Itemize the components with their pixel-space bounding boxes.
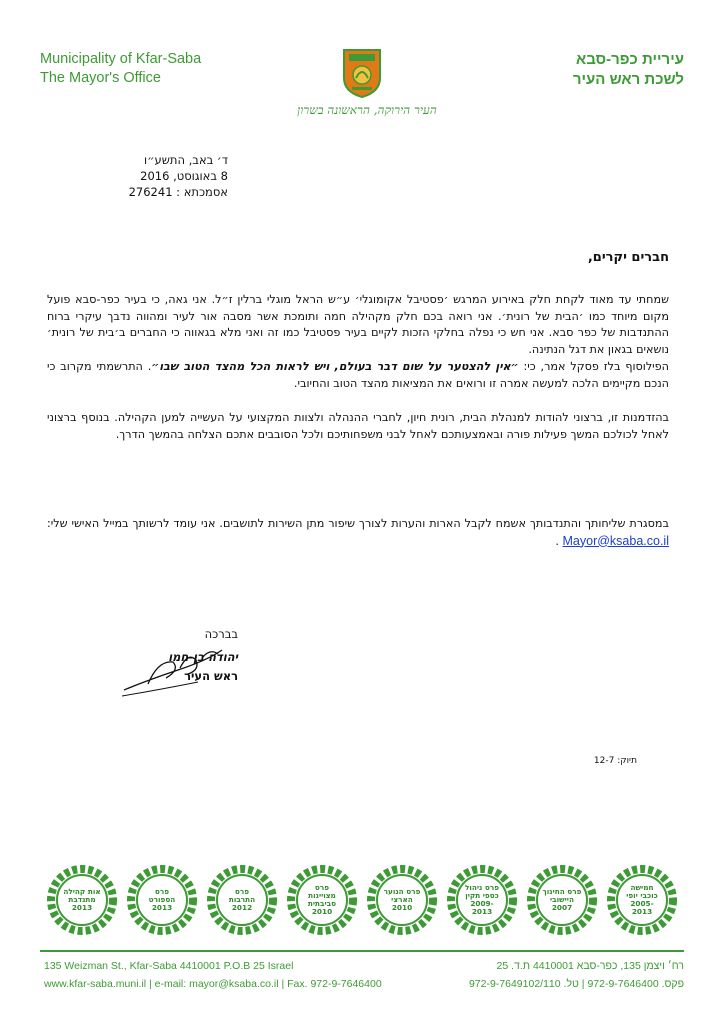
award-label: פרס הנוער הארצי 2010	[380, 878, 424, 922]
award-badge	[526, 864, 598, 936]
paragraph-4	[47, 516, 669, 550]
signatory-title: ראש העיר	[184, 669, 238, 683]
date-block	[129, 152, 228, 200]
file-reference: תיוק: 12-7	[593, 756, 637, 766]
paragraph-1: שמחתי עד מאוד לקחת חלק באירוע המרגש ׳פסטיבל אקומוגלי׳ ע״ש הראל מוגלי ברלין ז״ל. אני גאה, כי בעיר כפר-סבא פועל מקום מיוחד כמו ׳הבית של רונית׳. אני רואה בכם חלק מקהילה חמה ותומכת אשר מסבה אור לעיר ומהווה נדבך עיקרי ברוח ההתנדבות של כפר סבא. אני חש כי נפלה בחלקי הזכות לקיים בעיר פסטיבל כמו זה ואני מלא בגאווה כי החברים ב׳בית של רונית׳ נושאים בגאון את דגל הנתינה.	[47, 293, 669, 356]
english-letterhead	[40, 50, 201, 88]
signature-block	[168, 627, 238, 684]
gregorian-date: 8 באוגוסט, 2016	[140, 169, 228, 183]
paragraph-2-prefix: הפילוסוף בלז פסקל אמר, כי:	[518, 360, 669, 373]
contact-he: פקס. 972-9-7646400 | טל. 972-9-7649102/110	[468, 978, 684, 990]
award-label: פרס החינוך היישובי 2007	[540, 878, 584, 922]
award-label: פרס ניהול כספי תקין 2009-2013	[460, 878, 504, 922]
closing: בברכה	[204, 627, 238, 641]
paragraph-4-text: במסגרת שליחותך והתנדבותך אשמח לקבל הארות והערות לצורך שיפור מתן השירות לתושבים. אני עומד לרשותך במייל האישי שלי:	[47, 517, 669, 530]
paragraph-4-end: .	[555, 534, 563, 548]
hebrew-letterhead	[573, 50, 684, 90]
awards-row	[46, 864, 678, 944]
award-badge	[286, 864, 358, 936]
paragraph-3: בהזדמנות זו, ברצוני להודות למנהלת הבית, רונית חיון, לחברי ההנהלה ולצוות המקצועי על העשייה למען הקהילה. בנוסף ברצוני לאחל לכולכם המשך פעילות פורה ובאמצעותכם לאחל לבני משפחותיכם ולכל הסובבים אתכם הצלחה בהמשך הדרך.	[47, 411, 669, 441]
paragraph-2-suffix: . התרשמתי מקרוב כי הנכם מקיימים הלכה למעשה אמרה זו ורואים את המציאות מהצד הטוב והחיובי.	[47, 360, 669, 390]
award-badge	[46, 864, 118, 936]
award-badge	[206, 864, 278, 936]
office-name-en: The Mayor's Office	[40, 70, 161, 86]
kfar-saba-emblem-icon	[340, 48, 384, 98]
award-label: פרס הספורט 2013	[140, 878, 184, 922]
hebrew-date: ד׳ באב, התשע״ו	[144, 153, 228, 167]
address-he: רח׳ ויצמן 135, כפר-סבא 4410001 ת.ד. 25	[496, 960, 684, 972]
award-badge	[606, 864, 678, 936]
paragraph-2	[47, 359, 669, 392]
municipality-name-he: עיריית כפר-סבא	[575, 51, 684, 68]
signatory-name: יהודה בן-חמו	[168, 650, 238, 664]
award-label: פרס מצויינות סביבתית 2010	[300, 878, 344, 922]
footer-divider	[40, 950, 684, 952]
award-label: פרס התרבות 2012	[220, 878, 264, 922]
mayor-email-link[interactable]: Mayor@ksaba.co.il	[562, 533, 669, 548]
award-label: חמישה כוכבי יופי 2005-2013	[620, 878, 664, 922]
award-badge	[126, 864, 198, 936]
office-name-he: לשכת ראש העיר	[572, 71, 684, 88]
award-badge	[446, 864, 518, 936]
reference-number: אסמכתא : 276241	[128, 185, 228, 199]
municipality-name-en: Municipality of Kfar-Saba	[40, 51, 202, 67]
award-label: אות קהילה מתנדבת 2013	[60, 878, 104, 922]
award-badge	[366, 864, 438, 936]
contact-en[interactable]: www.kfar-saba.muni.il | e-mail: mayor@ksaba.co.il | Fax. 972-9-7646400	[44, 978, 382, 990]
greeting: חברים יקרים,	[587, 250, 669, 265]
address-en: 135 Weizman St., Kfar-Saba 4410001 P.O.B 25 Israel	[44, 960, 294, 972]
city-slogan: העיר הירוקה, הראשונה בשרון	[297, 103, 437, 117]
pascal-quote: ״אין להצטער על שום דבר בעולם, ויש לראות הכל מהצד הטוב שבו״	[151, 360, 519, 373]
